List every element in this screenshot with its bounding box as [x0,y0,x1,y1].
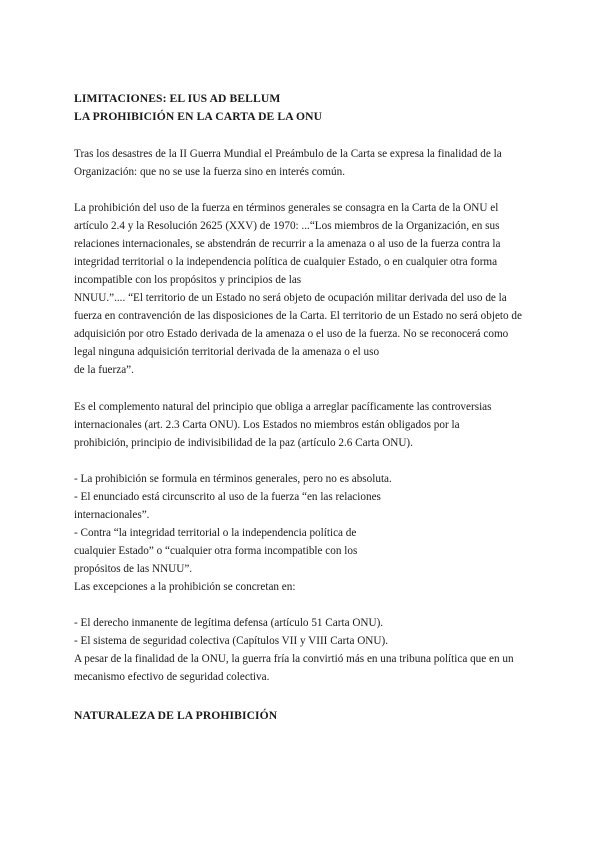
conclusion-line: A pesar de la finalidad de la ONU, la guerra fría la convirtió más en una tribuna política que en un [74,653,514,665]
consagracion-line: fuerza en contravención de las disposiciones de la Carta. El territorio de un Estado no será objeto de [74,310,522,322]
consagracion-line: La prohibición del uso de la fuerza en términos generales se consagra en la Carta de la ONU el [74,202,499,214]
excepciones-intro: Las excepciones a la prohibición se concretan en: [74,581,296,593]
caracteristica-item: - El enunciado está circunscrito al uso de la fuerza “en las relaciones [74,491,381,503]
consagracion-line: integridad territorial o la independencia política de cualquier Estado, o en cualquier otra forma [74,256,498,268]
caracteristica-item: propósitos de las NNUU”. [74,563,193,575]
caracteristica-item: - Contra “la integridad territorial o la independencia política de [74,527,357,539]
consagracion-line: relaciones internacionales, se abstendrán de recurrir a la amenaza o al uso de la fuerza contra la [74,238,501,250]
consagracion-line: incompatible con los propósitos y principios de las [74,274,302,286]
caracteristica-item: cualquier Estado” o “cualquier otra forma incompatible con los [74,545,358,557]
section-heading: NATURALEZA DE LA PROHIBICIÓN [74,709,278,722]
consagracion-line: adquisición por otro Estado derivada de la amenaza o el uso de la fuerza. No se reconocerá como [74,328,509,340]
heading-line-1: LIMITACIONES: EL IUS AD BELLUM [74,92,281,105]
consagracion-line: de la fuerza”. [74,364,134,376]
conclusion-line: mecanismo efectivo de seguridad colectiva. [74,671,270,683]
intro-line: Organización: que no se use la fuerza sino en interés común. [74,166,345,178]
consagracion-line: NNUU.”.... “El territorio de un Estado no será objeto de ocupación militar derivada del uso de la [74,292,507,304]
excepcion-item: - El derecho inmanente de legítima defensa (artículo 51 Carta ONU). [74,617,384,629]
complemento-line: prohibición, principio de indivisibilidad de la paz (artículo 2.6 Carta ONU). [74,437,413,449]
caracteristica-item: - La prohibición se formula en términos generales, pero no es absoluta. [74,473,392,485]
consagracion-line: artículo 2.4 y la Resolución 2625 (XXV) de 1970: ...“Los miembros de la Organización, en sus [74,220,500,232]
heading-line-2: LA PROHIBICIÓN EN LA CARTA DE LA ONU [74,110,323,123]
intro-line: Tras los desastres de la II Guerra Mundial el Preámbulo de la Carta se expresa la finalidad de la [74,148,502,160]
caracteristica-item: internacionales”. [74,509,150,521]
consagracion-line: legal ninguna adquisición territorial derivada de la amenaza o el uso [74,346,380,358]
complemento-line: Es el complemento natural del principio que obliga a arreglar pacíficamente las controversias [74,401,492,413]
excepcion-item: - El sistema de seguridad colectiva (Capítulos VII y VIII Carta ONU). [74,635,388,647]
complemento-line: internacionales (art. 2.3 Carta ONU). Los Estados no miembros están obligados por la [74,419,460,431]
